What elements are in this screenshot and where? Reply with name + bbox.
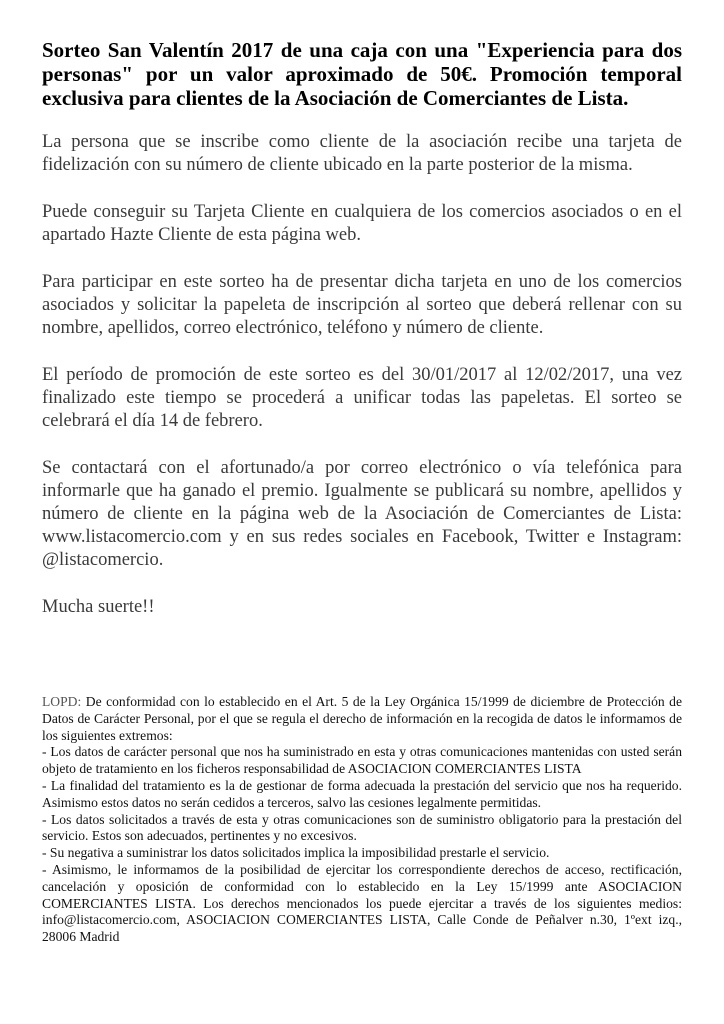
lopd-item: - Su negativa a suministrar los datos solicitados implica la imposibilidad prestarle el servicio. [42, 845, 550, 861]
lopd-legal-notice [42, 694, 682, 946]
lopd-item: - Asimismo, le informamos de la posibilidad de ejercitar los correspondiente derechos de acceso, rectificación, cancelación y oposición de conformidad con lo establecido en la Ley 15/1999 ante ASOCIACION COMERCIANTES LISTA. Los derechos mencionados los puede ejercitar a través de los siguientes medios: info@listacomercio.com, ASOCIACION COMERCIANTES LISTA, Calle Conde de Peñalver n.30, 1ºext izq., 28006 Madrid [42, 861, 682, 945]
lopd-item: - La finalidad del tratamiento es la de gestionar de forma adecuada la prestación del servicio que nos ha requerido. Asimismo estos datos no serán cedidos a terceros, salvo las cesiones legalmente permitidas. [42, 777, 682, 810]
lopd-label: LOPD: [42, 694, 82, 709]
paragraph-get-card: Puede conseguir su Tarjeta Cliente en cualquiera de los comercios asociados o en el apartado Hazte Cliente de esta página web. [42, 202, 682, 245]
lopd-item: - Los datos de carácter personal que nos ha suministrado en esta y otras comunicaciones mantenidas con usted serán objeto de tratamiento en los ficheros responsabilidad de ASOCIACION COMERCIANTES LISTA [42, 744, 682, 777]
document-body [42, 38, 682, 619]
paragraph-winner-contact: Se contactará con el afortunado/a por correo electrónico o vía telefónica para informarle que ha ganado el premio. Igualmente se publicará su nombre, apellidos y número de cliente en la página web de la Asociación de Comerciantes de Lista: www.listacomercio.com y en sus redes sociales en Facebook, Twitter e Instagram: @listacomercio. [42, 458, 682, 570]
paragraph-membership-card: La persona que se inscribe como cliente de la asociación recibe una tarjeta de fidelización con su número de cliente ubicado en la parte posterior de la misma. [42, 132, 682, 175]
lopd-item: - Los datos solicitados a través de esta y otras comunicaciones son de suministro obligatorio para la prestación del servicio. Estos son adecuados, pertinentes y no excesivos. [42, 811, 682, 844]
lopd-intro-text: De conformidad con lo establecido en el Art. 5 de la Ley Orgánica 15/1999 de diciembre de Protección de Datos de Carácter Personal, por el que se regula el derecho de información en la recogida de datos le informamos de los siguientes extremos: [42, 694, 683, 743]
closing-line: Mucha suerte!! [42, 597, 155, 617]
paragraph-promotion-period: El período de promoción de este sorteo es del 30/01/2017 al 12/02/2017, una vez finalizado este tiempo se procederá a unificar todas las papeletas. El sorteo se celebrará el día 14 de febrero. [42, 365, 682, 431]
document-title: Sorteo San Valentín 2017 de una caja con una "Experiencia para dos personas" por un valor aproximado de 50€. Promoción temporal exclusiva para clientes de la Asociación de Comerciantes de Lista. [42, 38, 682, 110]
paragraph-participation: Para participar en este sorteo ha de presentar dicha tarjeta en uno de los comercios asociados y solicitar la papeleta de inscripción al sorteo que deberá rellenar con su nombre, apellidos, correo electrónico, teléfono y número de cliente. [42, 272, 682, 338]
lopd-intro [42, 694, 682, 744]
